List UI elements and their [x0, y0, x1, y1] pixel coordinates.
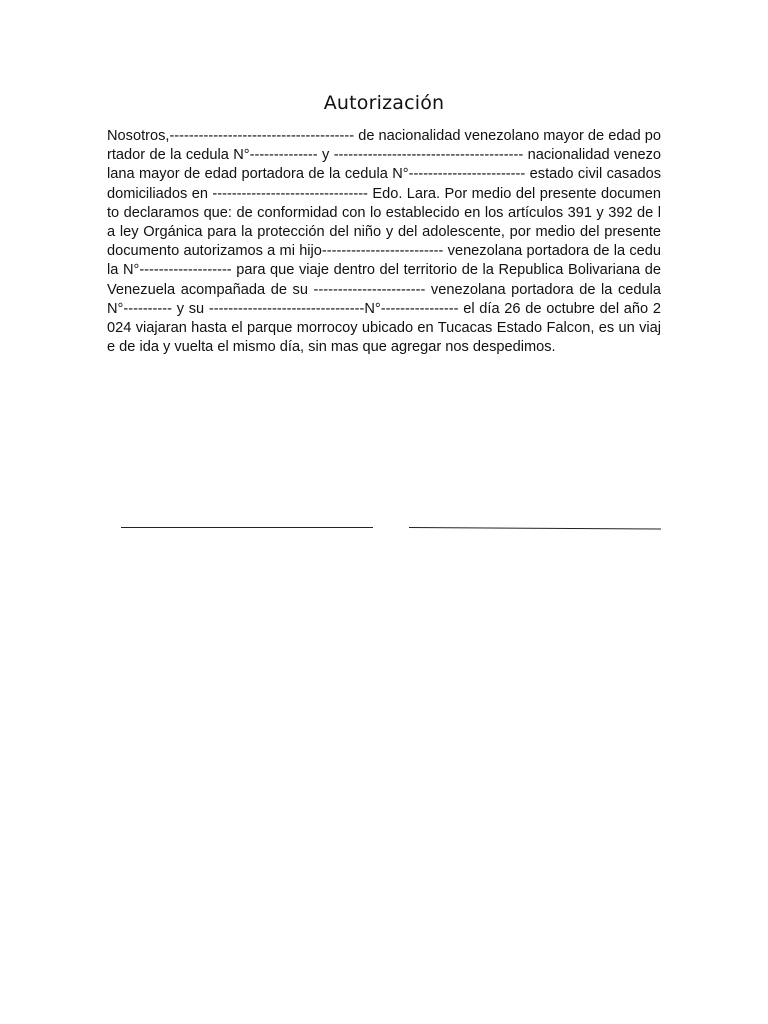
signature-line-left [121, 527, 373, 528]
page-title: Autorización [323, 92, 445, 114]
signature-line-right [409, 527, 661, 530]
authorization-paragraph: Nosotros,-------------------------------------- de nacionalidad venezolano mayor de edad portador de la cedula N°-------------- y --------------------------------------- nacionalidad venezolana mayor de edad portadora de la cedula N°------------------------ estado civil casados domiciliados en -------------------------------- Edo. Lara. Por medio del presente documento declaramos que: de conformidad con lo establecido en los artículos 391 y 392 de la ley Orgánica para la protección del niño y del adolescente, por medio del presente documento autorizamos a mi hijo------------------------- venezolana portadora de la cedula N°------------------- para que viaje dentro del territorio de la Republica Bolivariana de Venezuela acompañada de su ----------------------- venezolana portadora de la cedula N°---------- y su --------------------------------N°---------------- el día 26 de octubre del año 2024 viajaran hasta el parque morrocoy ubicado en Tucacas Estado Falcon, es un viaje de ida y vuelta el mismo día, sin mas que agregar nos despedimos. [107, 128, 661, 356]
